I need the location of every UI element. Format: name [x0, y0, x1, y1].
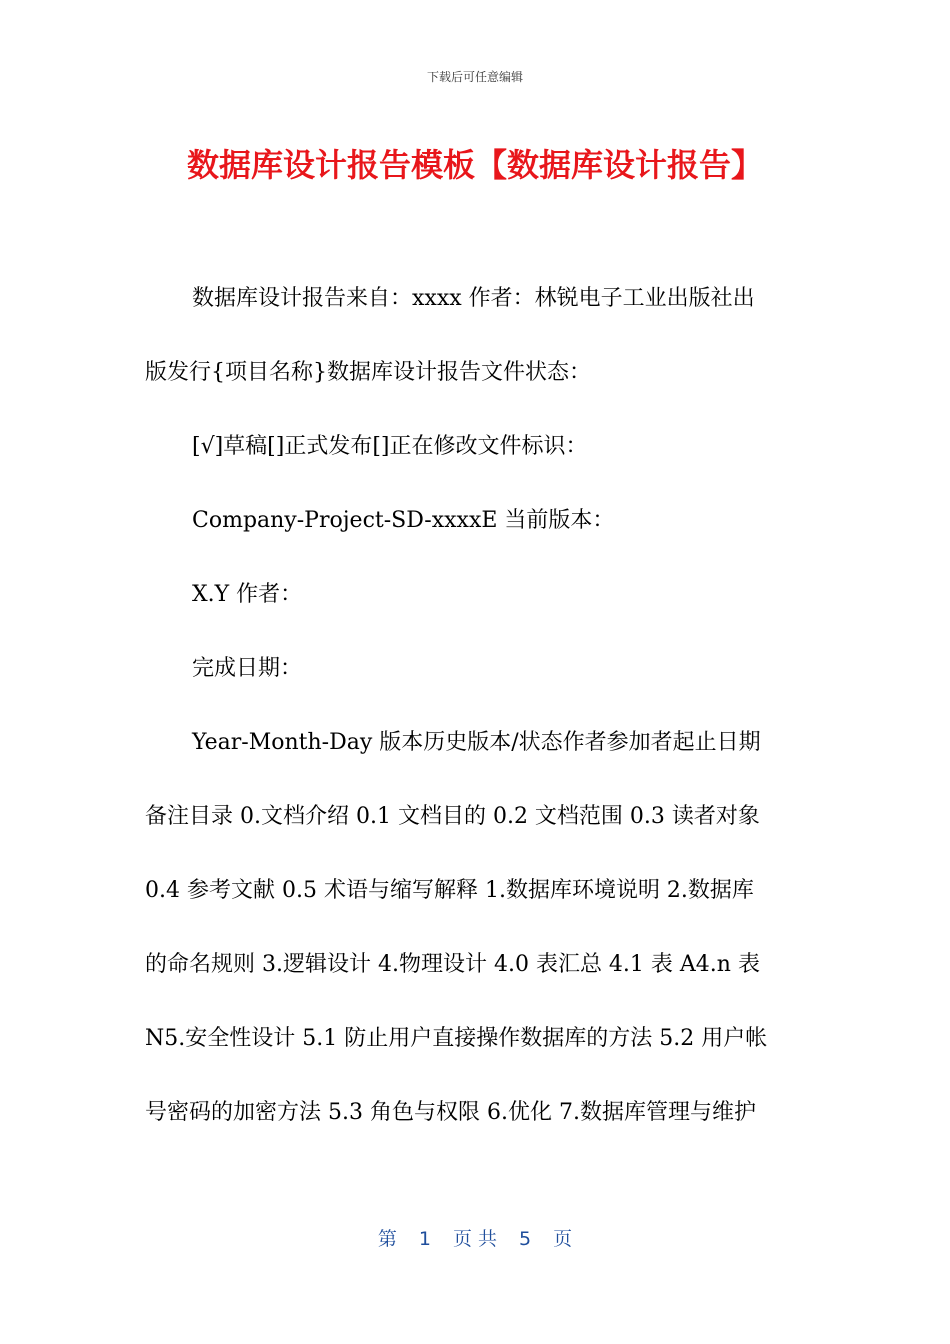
document-title: 数据库设计报告模板【数据库设计报告】	[186, 146, 763, 184]
paragraph-line: 0.4 参考文献 0.5 术语与缩写解释 1.数据库环境说明 2.数据库	[145, 878, 754, 903]
paragraph-line: N5.安全性设计 5.1 防止用户直接操作数据库的方法 5.2 用户帐	[145, 1026, 768, 1051]
paragraph-line: [√]草稿[]正式发布[]正在修改文件标识：	[192, 434, 588, 459]
paragraph-line: 备注目录 0.文档介绍 0.1 文档目的 0.2 文档范围 0.3 读者对象	[145, 804, 760, 829]
footer-page-middle: 页 共	[452, 1228, 498, 1250]
paragraph-line: 版发行{项目名称}数据库设计报告文件状态：	[145, 360, 591, 385]
footer-page-suffix: 页	[553, 1228, 573, 1250]
paragraph-line: 的命名规则 3.逻辑设计 4.物理设计 4.0 表汇总 4.1 表 A4.n 表	[145, 952, 760, 977]
paragraph-line: Company-Project-SD-xxxxE 当前版本：	[192, 508, 615, 533]
page-footer	[0, 1224, 950, 1251]
footer-current-page: 1	[418, 1228, 431, 1250]
paragraph-line: X.Y 作者：	[192, 582, 303, 607]
document-body	[145, 262, 800, 1150]
paragraph-line: 号密码的加密方法 5.3 角色与权限 6.优化 7.数据库管理与维护	[145, 1100, 756, 1125]
paragraph-line: 完成日期：	[192, 656, 303, 681]
footer-page-prefix: 第	[377, 1228, 397, 1250]
paragraph-line: 数据库设计报告来自：xxxx 作者：林锐电子工业出版社出	[192, 286, 755, 311]
paragraph-line: Year-Month-Day 版本历史版本/状态作者参加者起止日期	[192, 730, 761, 755]
header-note: 下载后可任意编辑	[426, 70, 523, 84]
footer-total-pages: 5	[519, 1228, 532, 1250]
